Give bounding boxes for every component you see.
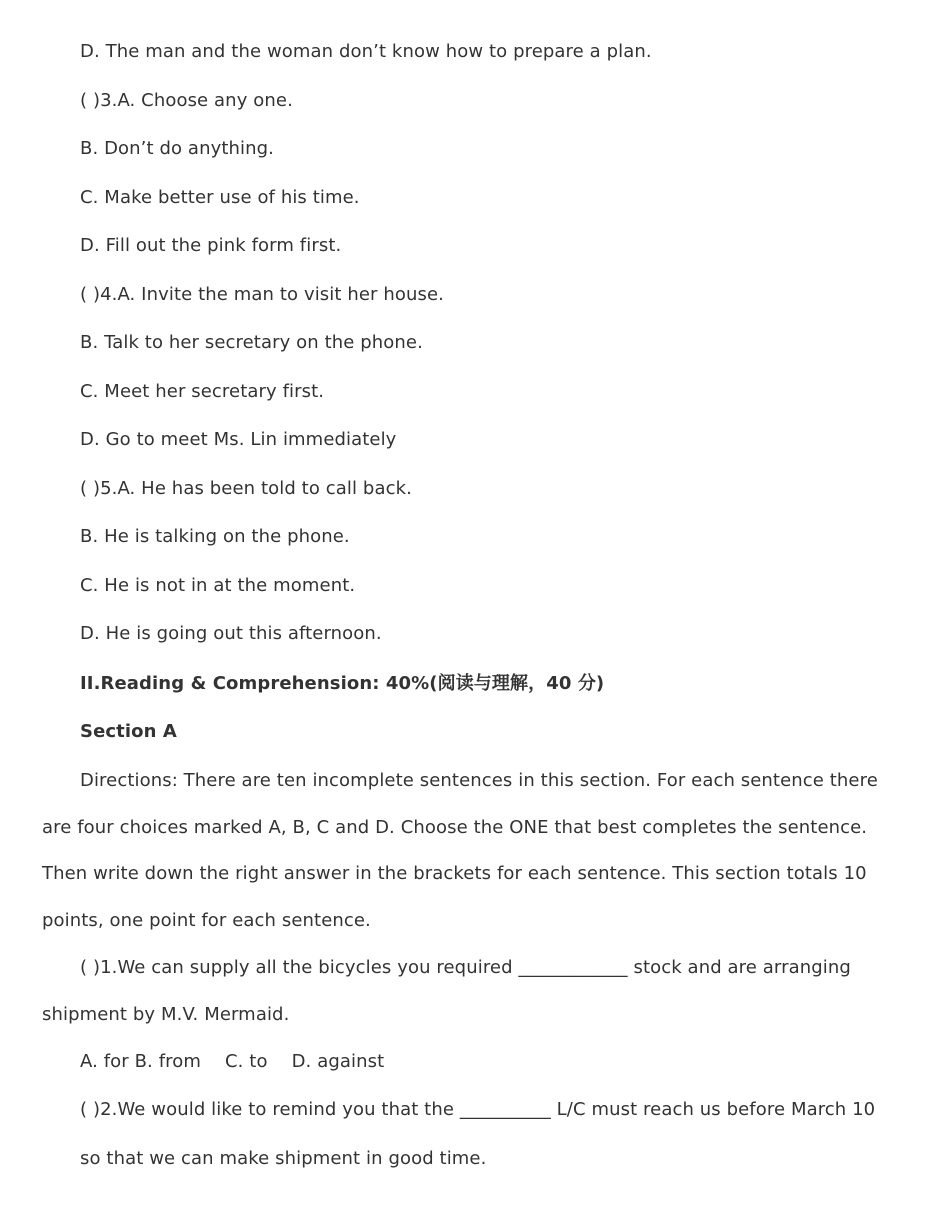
reading-q1-line-1: ( )1.We can supply all the bicycles you required ____________ stock and are arranging xyxy=(80,957,851,978)
q4-option-b: B. Talk to her secretary on the phone. xyxy=(80,332,423,353)
q5-option-c: C. He is not in at the moment. xyxy=(80,575,356,596)
reading-q2-line-1: ( )2.We would like to remind you that the __________ L/C must reach us before March 10 xyxy=(80,1099,876,1120)
q5-option-d: D. He is going out this afternoon. xyxy=(80,623,382,644)
q4-option-c: C. Meet her secretary first. xyxy=(80,381,325,402)
reading-q1-option-c: C. to xyxy=(225,1051,268,1072)
q4-stem: ( )4.A. Invite the man to visit her house. xyxy=(80,284,444,305)
reading-q1-option-d: D. against xyxy=(291,1051,385,1072)
reading-q2-line-2: so that we can make shipment in good time. xyxy=(80,1148,487,1169)
section-a-title: Section A xyxy=(80,721,177,742)
reading-q1-options xyxy=(80,1051,384,1073)
q3-option-b: B. Don’t do anything. xyxy=(80,138,274,159)
directions-line-2: are four choices marked A, B, C and D. Choose the ONE that best completes the sentence. xyxy=(42,817,868,838)
q5-stem: ( )5.A. He has been told to call back. xyxy=(80,478,412,499)
q4-option-d: D. Go to meet Ms. Lin immediately xyxy=(80,429,397,450)
reading-q1-line-2: shipment by M.V. Mermaid. xyxy=(42,1004,290,1025)
reading-q1-option-ab: A. for B. from xyxy=(80,1051,201,1072)
q5-option-b: B. He is talking on the phone. xyxy=(80,526,350,547)
directions-line-4: points, one point for each sentence. xyxy=(42,910,371,931)
q2-option-d: D. The man and the woman don’t know how to prepare a plan. xyxy=(80,41,652,62)
section-heading: II.Reading & Comprehension: 40%(阅读与理解，40 分) xyxy=(80,673,605,694)
q3-stem: ( )3.A. Choose any one. xyxy=(80,90,293,111)
directions-line-3: Then write down the right answer in the brackets for each sentence. This section totals 10 xyxy=(42,863,867,884)
q3-option-d: D. Fill out the pink form first. xyxy=(80,235,342,256)
directions-line-1: Directions: There are ten incomplete sentences in this section. For each sentence there xyxy=(80,770,878,791)
q3-option-c: C. Make better use of his time. xyxy=(80,187,360,208)
